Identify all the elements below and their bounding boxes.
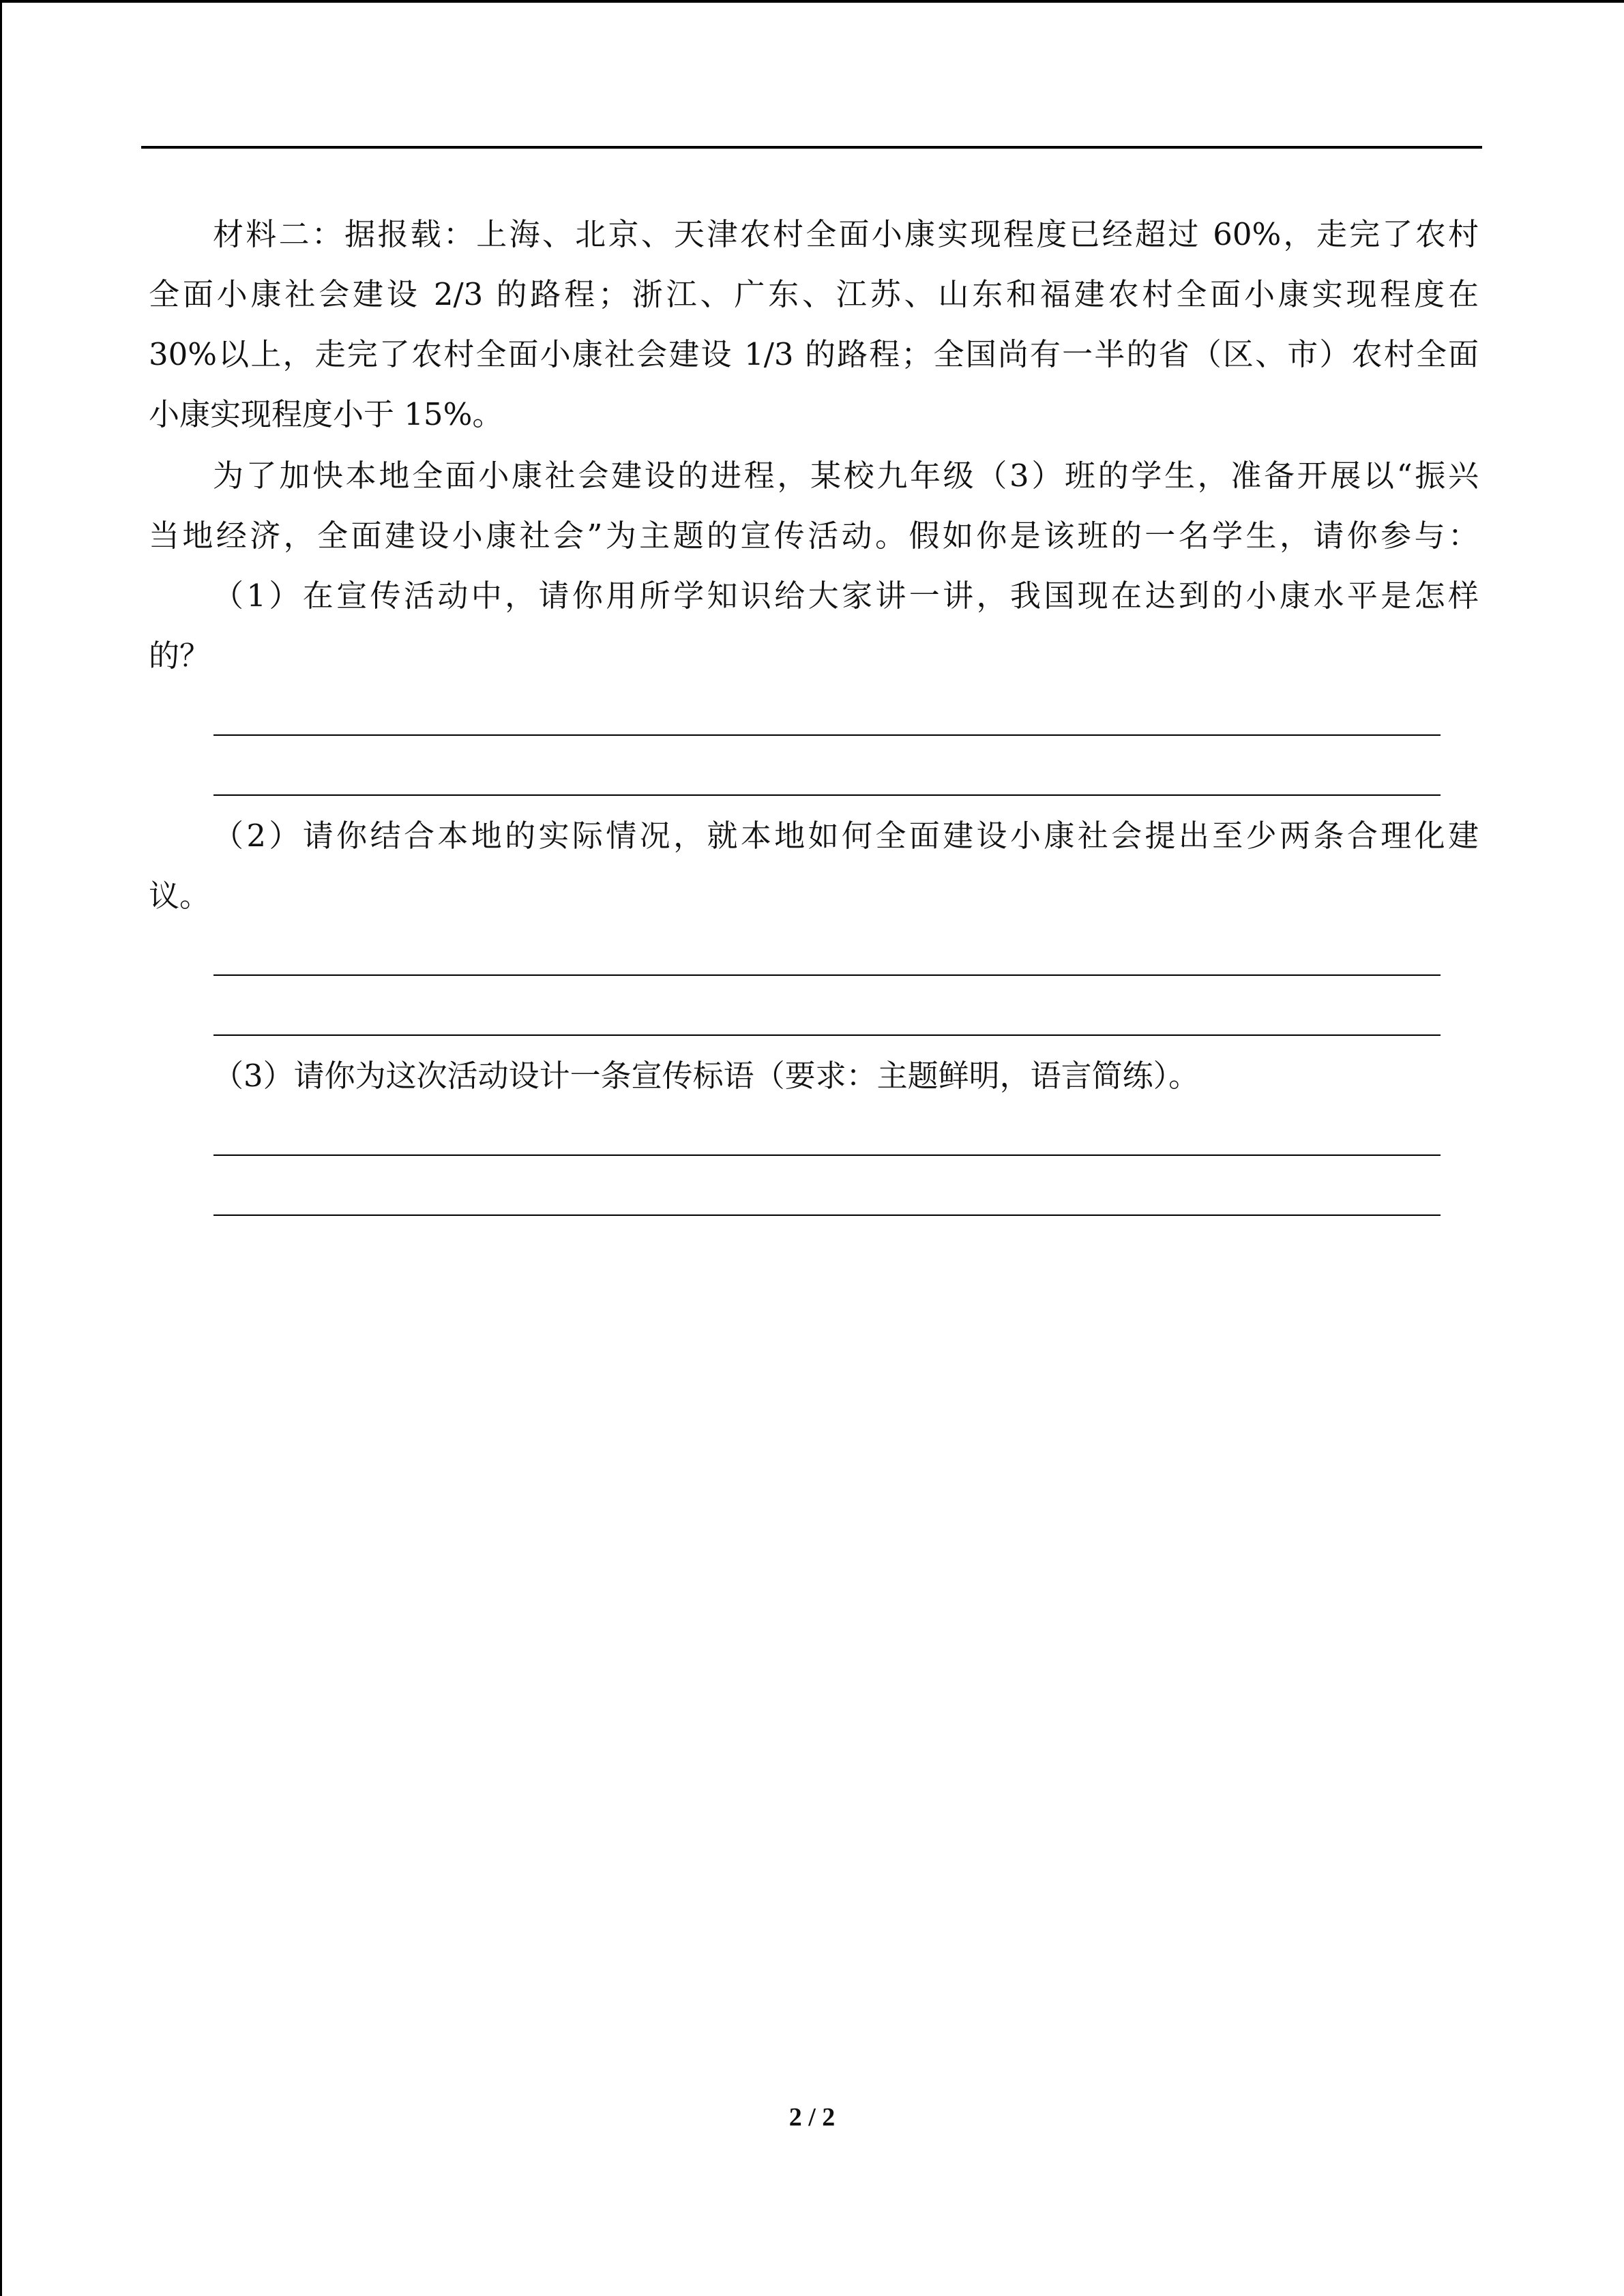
question-1-line-2: 的？	[149, 638, 211, 674]
intro-line-2: 当地经济，全面建设小康社会”为主题的宣传活动。假如你是该班的一名学生，请你参与：	[149, 518, 1479, 554]
answer-line-q2-1[interactable]	[213, 974, 1441, 976]
material2-line-1: 材料二：据报载：上海、北京、天津农村全面小康实现程度已经超过 60%，走完了农村	[213, 216, 1479, 252]
answer-line-q1-1[interactable]	[213, 734, 1441, 736]
question-2-line-1: （2）请你结合本地的实际情况，就本地如何全面建设小康社会提出至少两条合理化建	[213, 818, 1479, 854]
answer-line-q1-2[interactable]	[213, 794, 1441, 796]
question-1-line-1: （1）在宣传活动中，请你用所学知识给大家讲一讲，我国现在达到的小康水平是怎样	[213, 578, 1479, 614]
material2-line-3: 30%以上，走完了农村全面小康社会建设 1/3 的路程；全国尚有一半的省（区、市）农村全面	[149, 336, 1479, 372]
header-rule	[141, 146, 1482, 149]
answer-line-q2-2[interactable]	[213, 1034, 1441, 1036]
page-number: 2 / 2	[788, 2103, 836, 2132]
material2-line-2: 全面小康社会建设 2/3 的路程；浙江、广东、江苏、山东和福建农村全面小康实现程度在	[149, 276, 1479, 312]
question-2-line-2: 议。	[149, 878, 211, 914]
material2-line-4: 小康实现程度小于 15%。	[149, 396, 503, 432]
question-3-line-1: （3）请你为这次活动设计一条宣传标语（要求：主题鲜明，语言简练）。	[213, 1058, 1200, 1094]
answer-line-q3-1[interactable]	[213, 1154, 1441, 1156]
answer-line-q3-2[interactable]	[213, 1214, 1441, 1216]
intro-line-1: 为了加快本地全面小康社会建设的进程，某校九年级（3）班的学生，准备开展以“振兴	[213, 458, 1479, 494]
